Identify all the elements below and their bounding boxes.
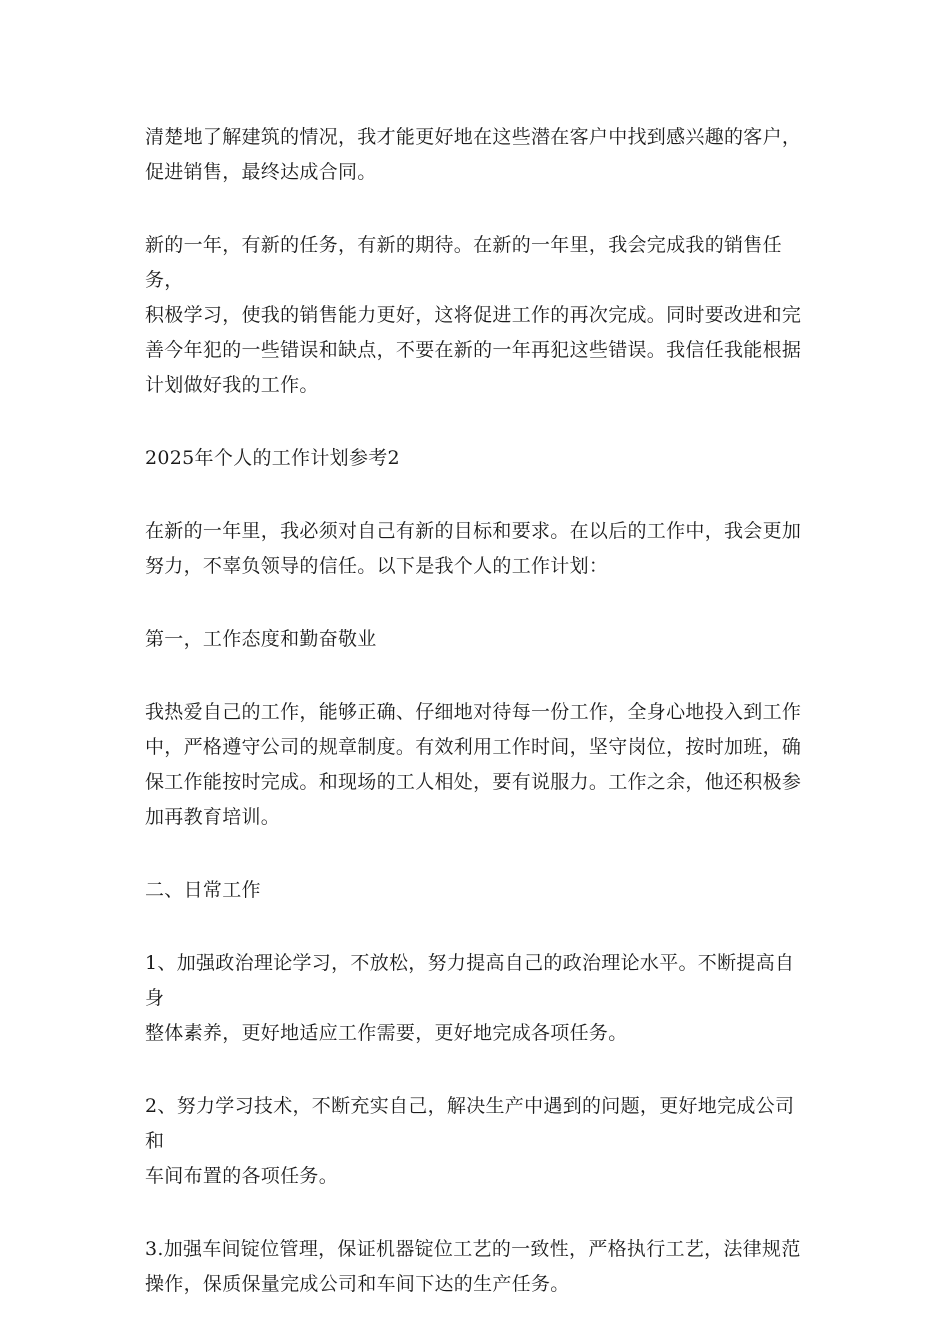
list-item-1: 1、加强政治理论学习，不放松，努力提高自己的政治理论水平。不断提高自身 整体素养，更好地适应工作需要，更好地完成各项任务。: [145, 952, 795, 1044]
heading-daily-work: 二、日常工作: [145, 879, 261, 901]
list-item-3: 3.加强车间锭位管理，保证机器锭位工艺的一致性，严格执行工艺，法律规范 操作，保质保量完成公司和车间下达的生产任务。: [145, 1238, 801, 1295]
list-item-2: 2、努力学习技术，不断充实自己，解决生产中遇到的问题，更好地完成公司和 车间布置的各项任务。: [145, 1095, 795, 1187]
paragraph-building-clients: 清楚地了解建筑的情况，我才能更好地在这些潜在客户中找到感兴趣的客户， 促进销售，最终达成合同。: [145, 126, 802, 183]
heading-work-attitude: 第一，工作态度和勤奋敬业: [145, 628, 377, 650]
section-title-plan-2: 2025年个人的工作计划参考2: [145, 447, 400, 469]
paragraph-new-year: 新的一年，有新的任务，有新的期待。在新的一年里，我会完成我的销售任务， 积极学习，使我的销售能力更好，这将促进工作的再次完成。同时要改进和完 善今年犯的一些错误和缺点，不要在新的一年再犯这些错误。我信任我能根据 计划做好我的工作。: [145, 234, 802, 396]
document-body: [145, 120, 810, 1340]
paragraph-work-attitude: 我热爱自己的工作，能够正确、仔细地对待每一份工作，全身心地投入到工作 中，严格遵守公司的规章制度。有效利用工作时间，坚守岗位，按时加班，确 保工作能按时完成。和现场的工人相处，要有说服力。工作之余，他还积极参 加再教育培训。: [145, 701, 802, 828]
paragraph-intro-goals: 在新的一年里，我必须对自己有新的目标和要求。在以后的工作中，我会更加 努力，不辜负领导的信任。以下是我个人的工作计划：: [145, 520, 802, 577]
